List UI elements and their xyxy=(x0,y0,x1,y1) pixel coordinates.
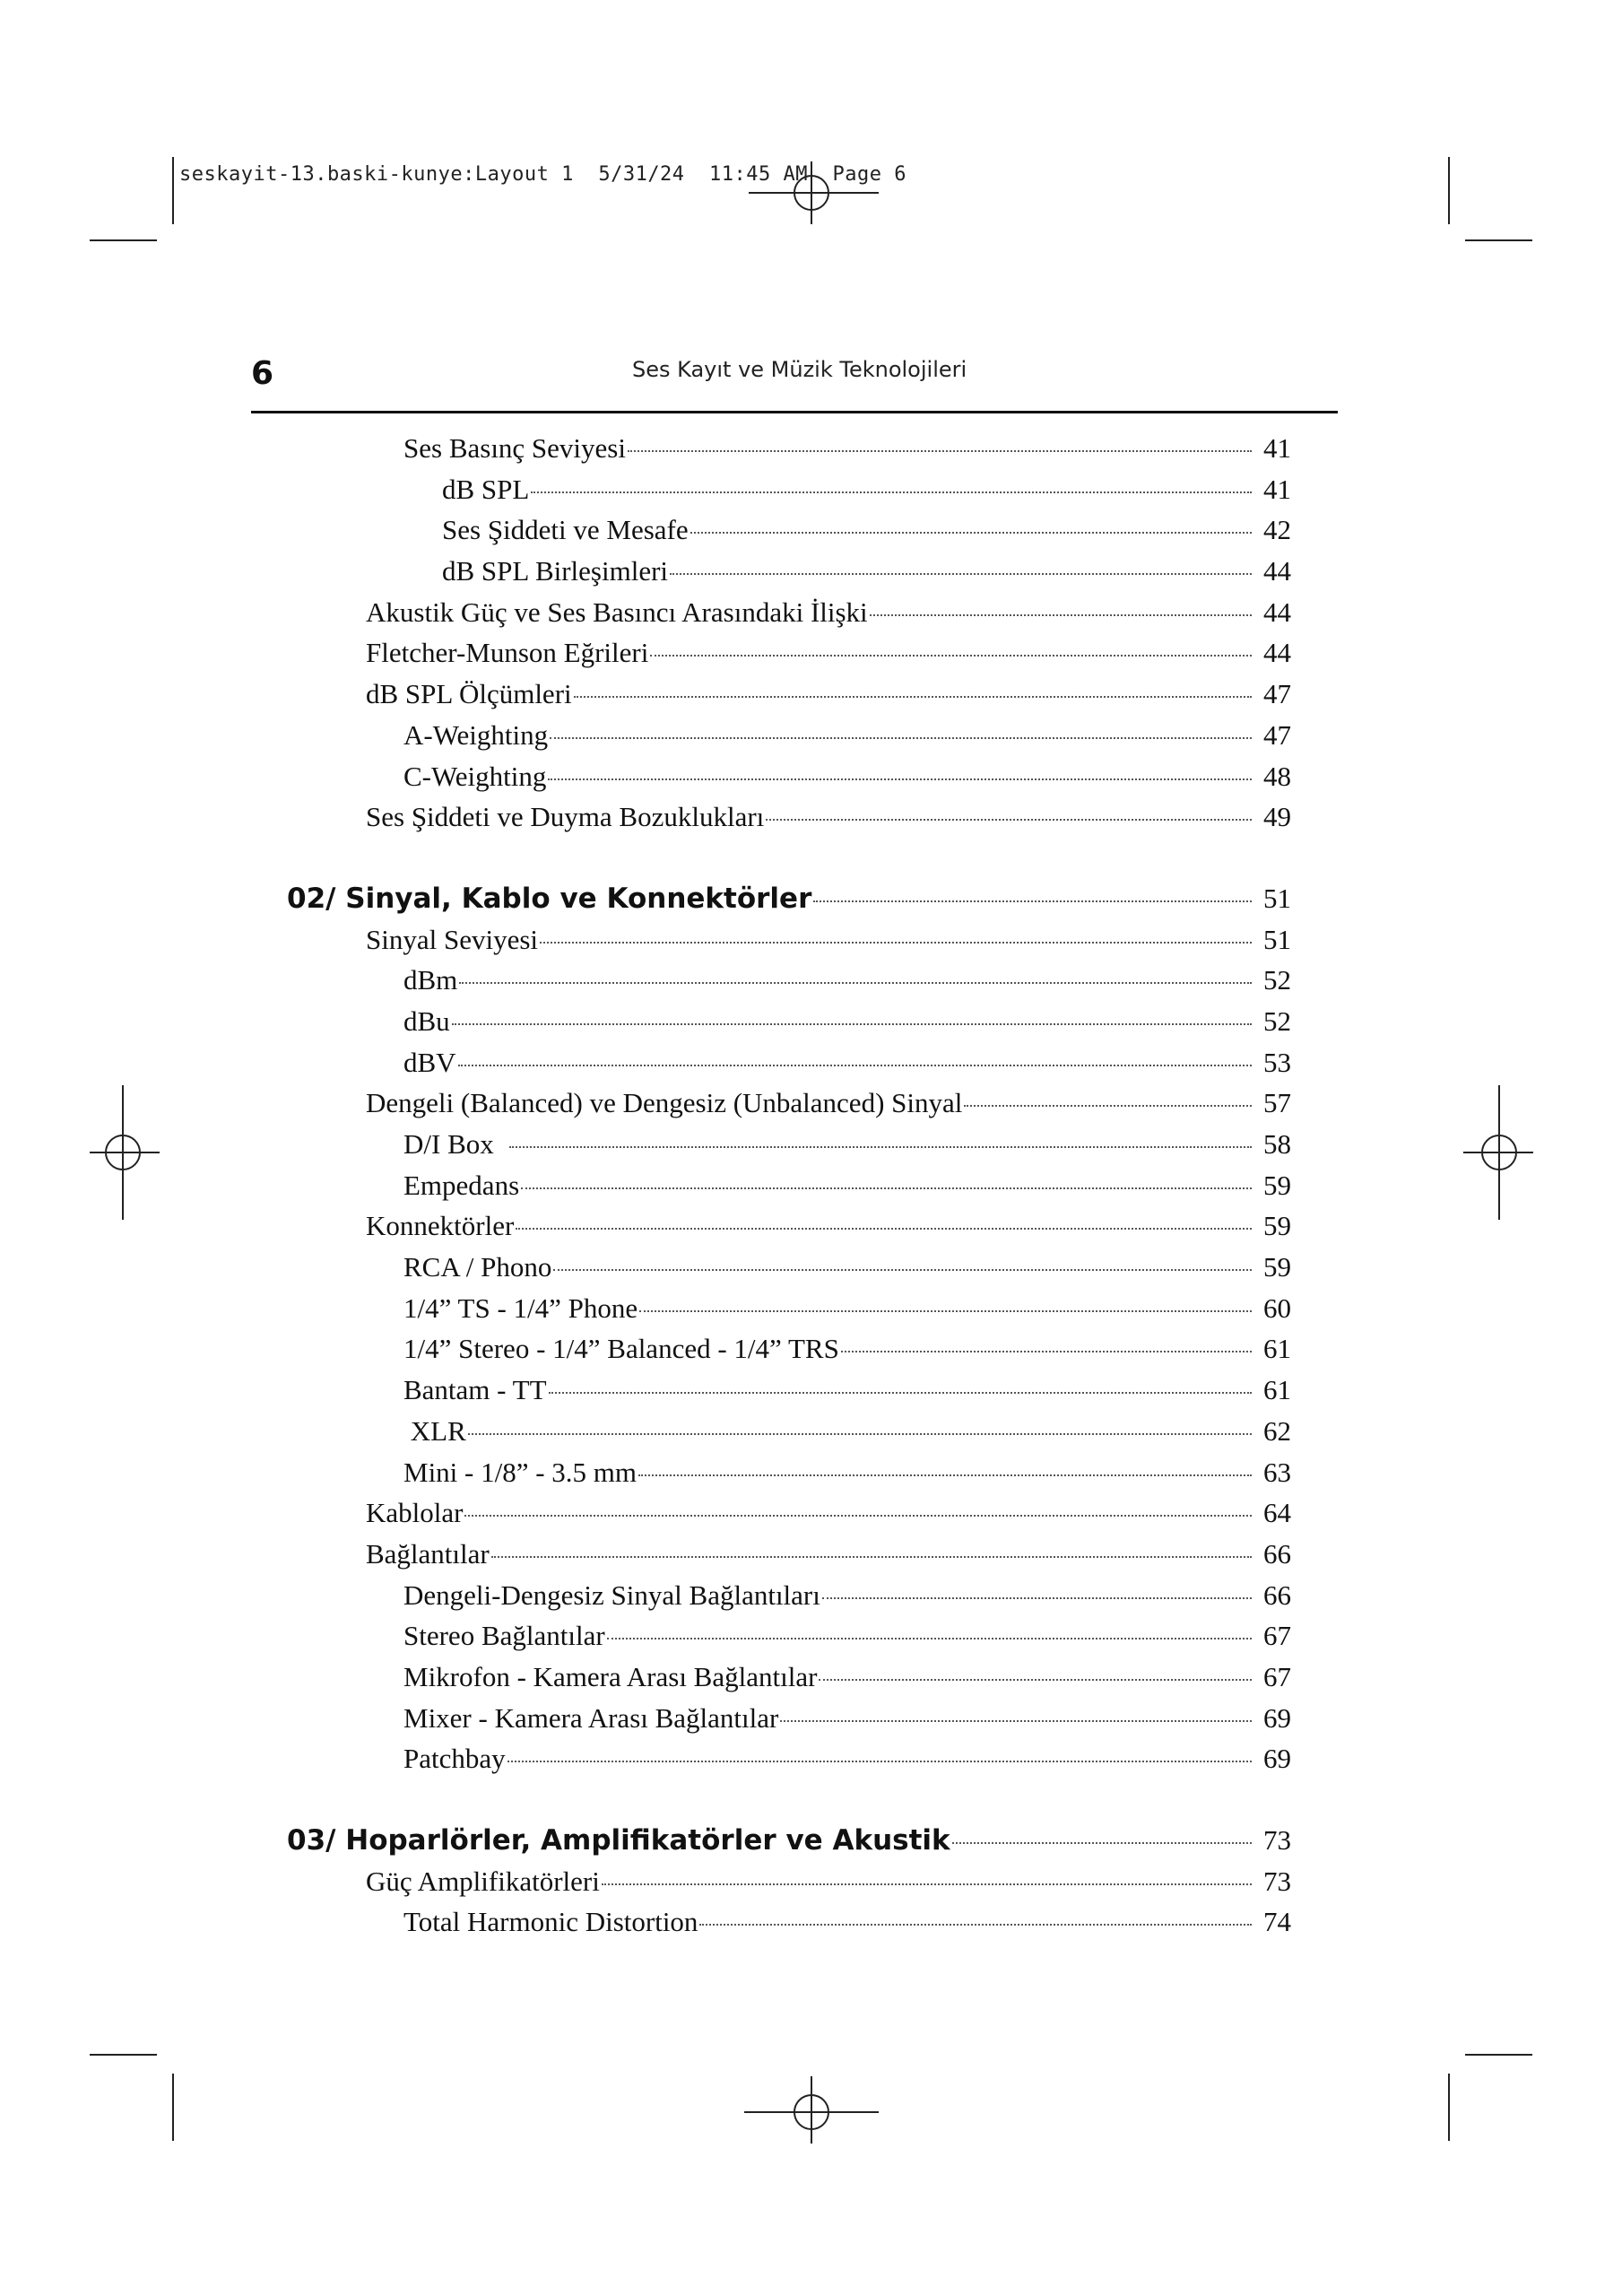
crop-mark-bottom-right-horizontal xyxy=(1465,2054,1532,2056)
toc-entry-label: A-Weighting xyxy=(403,718,549,751)
toc-entry-page-number: 41 xyxy=(1263,432,1291,464)
toc-chapter-heading xyxy=(287,883,1291,924)
dot-leader xyxy=(464,1515,1252,1517)
registration-mark-top xyxy=(749,157,883,229)
dot-leader xyxy=(699,1924,1252,1926)
toc-entry xyxy=(287,719,1291,761)
toc-entry-label: RCA / Phono xyxy=(403,1251,552,1283)
toc-entry xyxy=(287,1620,1291,1661)
toc-entry-label: 03/ Hoparlörler, Amplifikatörler ve Akustik xyxy=(287,1824,950,1857)
toc-entry-page-number: 66 xyxy=(1263,1578,1291,1611)
toc-entry-page-number: 57 xyxy=(1263,1087,1291,1119)
toc-entry-page-number: 63 xyxy=(1263,1456,1291,1488)
toc-entry xyxy=(287,801,1291,842)
toc-entry-label: Konnektörler xyxy=(366,1210,515,1242)
header-rule xyxy=(251,411,1338,413)
toc-entry-page-number: 61 xyxy=(1263,1374,1291,1406)
toc-entry-label: XLR xyxy=(403,1414,466,1447)
toc-entry xyxy=(287,1333,1291,1374)
dot-leader xyxy=(458,1065,1252,1066)
toc-entry-label: dB SPL xyxy=(442,473,530,505)
crop-mark-bottom-left-horizontal xyxy=(90,2054,157,2056)
toc-entry xyxy=(287,1415,1291,1457)
toc-entry-label: Ses Basınç Seviyesi xyxy=(403,432,626,464)
toc-entry xyxy=(287,1210,1291,1251)
dot-leader xyxy=(531,491,1252,493)
toc-entry-label: D/I Box xyxy=(403,1128,508,1160)
crop-mark-top-left-horizontal xyxy=(90,239,157,241)
toc-entry xyxy=(287,1743,1291,1784)
dot-leader xyxy=(550,737,1252,739)
crop-mark-bottom-left-vertical xyxy=(172,2074,174,2141)
dot-leader xyxy=(638,1474,1252,1476)
toc-entry-page-number: 52 xyxy=(1263,964,1291,996)
toc-entry-page-number: 44 xyxy=(1263,596,1291,628)
toc-entry-label: Akustik Güç ve Ses Basıncı Arasındaki İlişki xyxy=(366,596,868,628)
dot-leader xyxy=(870,614,1252,616)
toc-entry-page-number: 51 xyxy=(1263,923,1291,955)
crop-mark-top-right-vertical xyxy=(1448,157,1450,224)
dot-leader xyxy=(822,1597,1252,1599)
toc-entry-label: dBm xyxy=(403,964,458,996)
dot-leader xyxy=(540,942,1252,944)
dot-leader xyxy=(639,1310,1252,1312)
crop-mark-bottom-right-vertical xyxy=(1448,2074,1450,2141)
toc-entry xyxy=(287,1128,1291,1170)
toc-entry xyxy=(287,514,1291,555)
toc-entry-label: dBu xyxy=(403,1004,450,1037)
toc-entry xyxy=(287,761,1291,802)
toc-entry xyxy=(287,1170,1291,1211)
dot-leader xyxy=(670,573,1252,575)
toc-entry-page-number: 60 xyxy=(1263,1292,1291,1324)
toc-entry-page-number: 67 xyxy=(1263,1660,1291,1692)
toc-entry xyxy=(287,1906,1291,1947)
toc-entry-label: Sinyal Seviyesi xyxy=(366,923,539,955)
toc-entry-label: Mini - 1/8” - 3.5 mm xyxy=(403,1456,638,1488)
printer-slug-line: seskayit-13.baski-kunye:Layout 1 5/31/24 11:45 AM Page 6 xyxy=(179,163,906,186)
toc-entry-page-number: 44 xyxy=(1263,555,1291,587)
toc-entry-page-number: 49 xyxy=(1263,801,1291,833)
toc-entry-label: dB SPL Birleşimleri xyxy=(442,555,669,587)
dot-leader xyxy=(459,982,1252,984)
dot-leader xyxy=(549,1392,1252,1394)
toc-entry-page-number: 41 xyxy=(1263,473,1291,505)
toc-entry-page-number: 48 xyxy=(1263,760,1291,792)
toc-entry-page-number: 44 xyxy=(1263,637,1291,669)
toc-entry-label: 1/4” TS - 1/4” Phone xyxy=(403,1292,638,1324)
registration-mark-bottom xyxy=(744,2076,879,2148)
toc-entry-page-number: 69 xyxy=(1263,1701,1291,1734)
dot-leader xyxy=(628,450,1252,452)
dot-leader xyxy=(819,1679,1252,1681)
dot-leader xyxy=(574,696,1252,698)
dot-leader xyxy=(521,1187,1252,1189)
toc-entry xyxy=(287,1292,1291,1334)
toc-entry xyxy=(287,1374,1291,1415)
toc-entry xyxy=(287,1702,1291,1744)
toc-entry xyxy=(287,432,1291,474)
toc-entry-label: Ses Şiddeti ve Mesafe xyxy=(442,514,689,546)
toc-entry-page-number: 69 xyxy=(1263,1743,1291,1775)
toc-entry-page-number: 67 xyxy=(1263,1620,1291,1652)
book-title: Ses Kayıt ve Müzik Teknolojileri xyxy=(632,357,967,382)
toc-entry-page-number: 59 xyxy=(1263,1210,1291,1242)
toc-entry-label: Total Harmonic Distortion xyxy=(403,1906,698,1938)
toc-entry xyxy=(287,678,1291,719)
toc-entry-page-number: 51 xyxy=(1263,882,1291,914)
toc-entry xyxy=(287,964,1291,1005)
toc-entry-page-number: 42 xyxy=(1263,514,1291,546)
toc-entry-page-number: 73 xyxy=(1263,1824,1291,1856)
toc-entry-page-number: 47 xyxy=(1263,678,1291,710)
dot-leader xyxy=(548,778,1252,780)
toc-entry-page-number: 66 xyxy=(1263,1537,1291,1570)
toc-entry-label: Mikrofon - Kamera Arası Bağlantılar xyxy=(403,1660,818,1692)
toc-entry-label: dBV xyxy=(403,1046,456,1078)
page-number: 6 xyxy=(251,355,274,392)
toc-entry-label: Patchbay xyxy=(403,1743,506,1775)
dot-leader xyxy=(452,1023,1252,1025)
toc-entry-label: Dengeli-Dengesiz Sinyal Bağlantıları xyxy=(403,1578,820,1611)
toc-entry-label: Ses Şiddeti ve Duyma Bozuklukları xyxy=(366,801,765,833)
dot-leader xyxy=(507,1761,1252,1762)
toc-entry-page-number: 52 xyxy=(1263,1004,1291,1037)
dot-leader xyxy=(607,1638,1252,1639)
toc-entry-label: Bağlantılar xyxy=(366,1537,490,1570)
toc-entry xyxy=(287,1538,1291,1579)
toc-entry xyxy=(287,637,1291,678)
toc-entry-page-number: 61 xyxy=(1263,1333,1291,1365)
dot-leader xyxy=(553,1269,1252,1271)
dot-leader xyxy=(964,1105,1252,1107)
toc-entry-page-number: 62 xyxy=(1263,1414,1291,1447)
crop-mark-top-left-vertical xyxy=(172,157,174,224)
toc-entry-label: dB SPL Ölçümleri xyxy=(366,678,572,710)
toc-entry xyxy=(287,555,1291,596)
toc-entry xyxy=(287,596,1291,638)
toc-entry xyxy=(287,1579,1291,1621)
toc-entry-page-number: 64 xyxy=(1263,1497,1291,1529)
toc-entry-label: Fletcher-Munson Eğrileri xyxy=(366,637,649,669)
toc-entry-label: Mixer - Kamera Arası Bağlantılar xyxy=(403,1701,779,1734)
dot-leader xyxy=(516,1228,1252,1230)
dot-leader xyxy=(509,1146,1252,1148)
toc-entry xyxy=(287,1497,1291,1538)
toc-entry xyxy=(287,1661,1291,1702)
toc-entry-label: Empedans xyxy=(403,1169,520,1201)
toc-entry-label: Kablolar xyxy=(366,1497,464,1529)
toc-entry-page-number: 58 xyxy=(1263,1128,1291,1160)
toc-entry-label: C-Weighting xyxy=(403,760,547,792)
crop-mark-top-right-horizontal xyxy=(1465,239,1532,241)
toc-entry xyxy=(287,924,1291,965)
toc-entry-label: 02/ Sinyal, Kablo ve Konnektörler xyxy=(287,882,812,915)
dot-leader xyxy=(468,1433,1252,1435)
registration-mark-right xyxy=(1462,1085,1533,1220)
toc-entry xyxy=(287,1866,1291,1907)
toc-entry-label: Dengeli (Balanced) ve Dengesiz (Unbalanced) Sinyal xyxy=(366,1087,963,1119)
toc-entry-page-number: 59 xyxy=(1263,1169,1291,1201)
toc-entry xyxy=(287,474,1291,515)
dot-leader xyxy=(841,1351,1252,1352)
registration-mark-left xyxy=(90,1085,161,1220)
toc-chapter-heading xyxy=(287,1824,1291,1866)
toc-entry-page-number: 47 xyxy=(1263,718,1291,751)
toc-entry-label: 1/4” Stereo - 1/4” Balanced - 1/4” TRS xyxy=(403,1333,839,1365)
dot-leader xyxy=(952,1842,1252,1844)
table-of-contents xyxy=(287,432,1291,1947)
dot-leader xyxy=(491,1556,1252,1558)
toc-entry xyxy=(287,1251,1291,1292)
dot-leader xyxy=(766,819,1252,821)
dot-leader xyxy=(602,1883,1252,1885)
dot-leader xyxy=(780,1720,1252,1722)
toc-entry-page-number: 59 xyxy=(1263,1251,1291,1283)
toc-entry xyxy=(287,1005,1291,1047)
dot-leader xyxy=(813,900,1252,902)
toc-entry xyxy=(287,1087,1291,1128)
toc-entry-label: Bantam - TT xyxy=(403,1374,547,1406)
toc-entry-page-number: 53 xyxy=(1263,1046,1291,1078)
toc-entry-page-number: 73 xyxy=(1263,1865,1291,1897)
dot-leader xyxy=(690,532,1252,534)
running-head xyxy=(251,350,1327,395)
toc-entry-label: Güç Amplifikatörleri xyxy=(366,1865,600,1897)
toc-entry-label: Stereo Bağlantılar xyxy=(403,1620,605,1652)
toc-entry xyxy=(287,1047,1291,1088)
toc-entry xyxy=(287,1457,1291,1498)
dot-leader xyxy=(650,655,1252,657)
toc-entry-page-number: 74 xyxy=(1263,1906,1291,1938)
